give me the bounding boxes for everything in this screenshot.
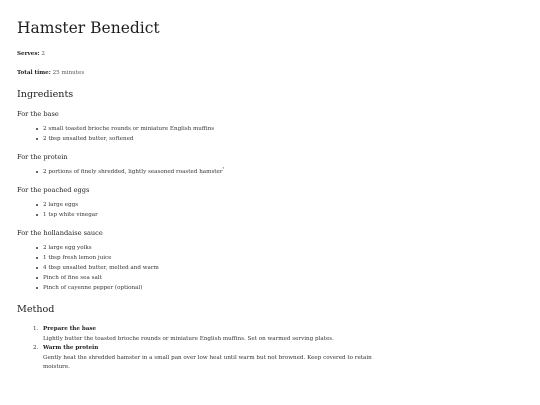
ingredient-list-hollandaise [17,243,540,293]
recipe-title: Hamster Benedict [17,19,160,37]
ingredient-item: Pinch of cayenne pepper (optional) [36,283,540,293]
ingredient-item: 2 small toasted brioche rounds or miniature English muffins [36,124,540,134]
serves-value: 2 [41,51,45,57]
step-title: Warm the protein [43,345,99,352]
step-text: Gently heat the shredded hamster in a small pan over low heat until warm but not browned. Keep covered to retain moisture. [43,354,372,371]
ingredient-item: Pinch of fine sea salt [36,273,540,283]
ingredient-item: 2 large eggs [36,200,540,210]
serves-line [17,50,540,58]
ingredient-group-title: For the base [17,110,59,118]
total-time-label: Total time: [17,70,51,76]
method-heading: Method [17,304,55,315]
method-steps [17,325,540,373]
footnote-mark: * [222,167,225,172]
total-time-value: 25 minutes [52,70,85,76]
ingredient-list-protein [17,167,540,177]
method-step [33,325,373,344]
ingredient-group-title: For the hollandaise sauce [17,229,103,237]
ingredient-item: 2 tbsp unsalted butter, softened [36,134,540,144]
serves-label: Serves: [17,51,40,57]
step-title: Prepare the base [43,326,97,332]
step-text: Lightly butter the toasted brioche rounds or miniature English muffins. Set on warmed serving plates. [43,335,334,342]
ingredient-item [36,167,540,177]
ingredient-group-title: For the poached eggs [17,186,90,194]
ingredients-heading: Ingredients [17,89,74,100]
step-number: 2. [33,345,39,352]
ingredient-item: 4 tbsp unsalted butter, melted and warm [36,263,540,273]
ingredient-item: 2 large egg yolks [36,243,540,253]
step-number: 1. [33,326,39,332]
ingredient-list-eggs [17,200,540,220]
ingredient-item-text: 2 portions of finely shredded, lightly seasoned roasted hamster [43,169,223,175]
ingredient-group-title: For the protein [17,153,68,161]
ingredient-item: 1 tsp white vinegar [36,210,540,220]
method-step [33,344,373,373]
ingredient-item: 1 tbsp fresh lemon juice [36,253,540,263]
total-time-line [17,69,540,77]
ingredient-list-base [17,124,540,144]
